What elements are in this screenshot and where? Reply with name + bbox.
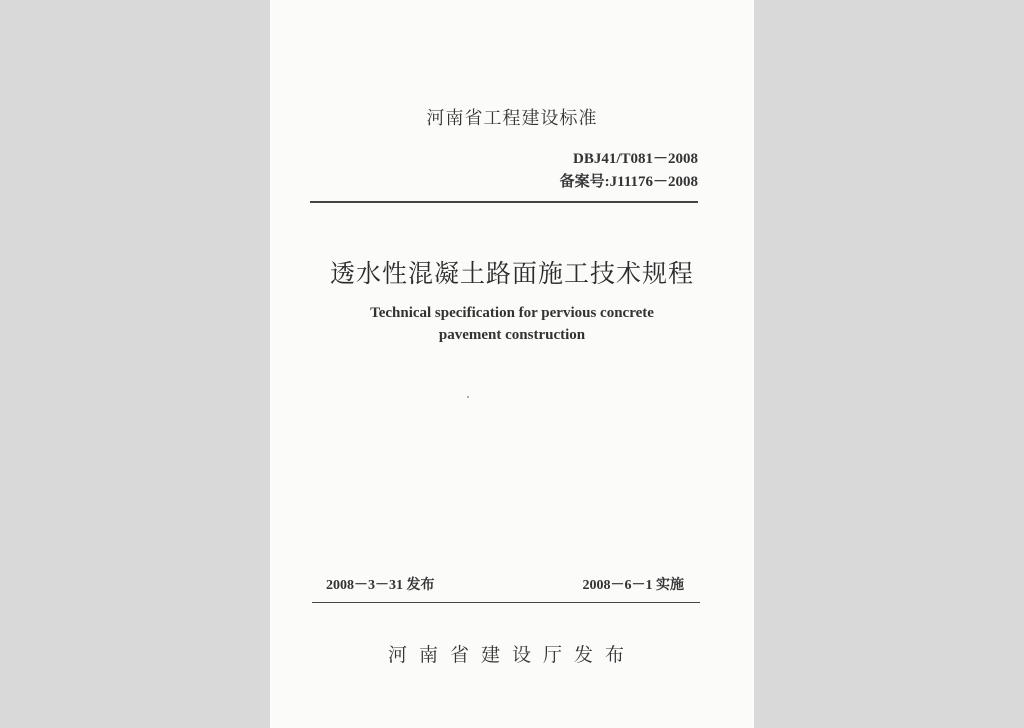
document-title-english — [270, 302, 754, 346]
standard-code: DBJ41/T081－2008 — [572, 151, 698, 167]
issue-date: 2008－3－31 发布 — [326, 578, 435, 593]
effective-date: 2008－6－1 实施 — [582, 578, 684, 593]
title-english-line-2: pavement construction — [438, 327, 586, 343]
scan-speck — [467, 396, 469, 398]
standard-codes — [560, 148, 698, 194]
record-number: 备案号:J11176－2008 — [559, 174, 698, 190]
top-divider — [310, 201, 698, 203]
document-page — [270, 0, 754, 728]
bottom-divider — [312, 602, 700, 603]
publisher: 河南省建设厅发布 — [387, 644, 636, 666]
document-title-chinese: 透水性混凝土路面施工技术规程 — [329, 259, 694, 288]
title-english-line-1: Technical specification for pervious concrete — [370, 305, 654, 321]
standard-series-title: 河南省工程建设标准 — [426, 108, 598, 129]
